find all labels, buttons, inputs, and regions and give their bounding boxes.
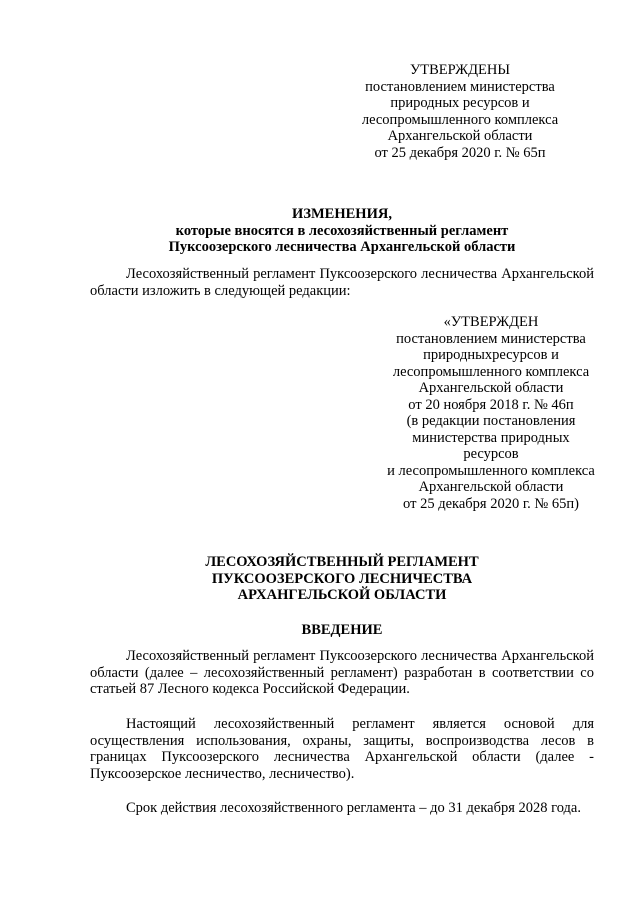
body-paragraph: Настоящий лесохозяйственный регламент является основой для осуществления использования, охраны, защиты, воспроизводства лесов в границах Пуксоозерского лесничества Архангельской области (далее - Пуксоозерское лесничество, лесничество). (90, 716, 594, 782)
approval-line: постановлением министерства (365, 78, 555, 95)
approval-line: министерства природных (412, 429, 570, 446)
title-line: ПУКСООЗЕРСКОГО ЛЕСНИЧЕСТВА (211, 570, 473, 587)
approval-line: постановлением министерства (396, 330, 586, 347)
approval-line: Архангельской области (418, 479, 564, 495)
approval-line: УТВЕРЖДЕНЫ (409, 62, 511, 78)
approval-stamp-new (360, 314, 622, 512)
approval-line: лесопромышленного комплекса (361, 111, 559, 128)
approval-line: Архангельской области (387, 128, 533, 144)
intro-paragraph: Лесохозяйственный регламент Пуксоозерского лесничества Архангельской области изложить в следующей редакции: (90, 266, 594, 299)
approval-stamp-top (340, 62, 580, 161)
approval-line: природных ресурсов и (390, 95, 530, 111)
changes-title (90, 206, 594, 256)
title-line: АРХАНГЕЛЬСКОЙ ОБЛАСТИ (237, 587, 447, 603)
approval-line: природныхресурсов и (423, 347, 559, 363)
approval-line: от 25 декабря 2020 г. № 65п (374, 144, 546, 161)
approval-line: и лесопромышленного комплекса (387, 462, 595, 479)
body-paragraph: Срок действия лесохозяйственного регламента – до 31 декабря 2028 года. (126, 800, 581, 816)
title-line: ЛЕСОХОЗЯЙСТВЕННЫЙ РЕГЛАМЕНТ (205, 554, 479, 570)
approval-line: от 25 декабря 2020 г. № 65п) (403, 495, 579, 512)
section-heading: ВВЕДЕНИЕ (301, 622, 383, 638)
title-line: Пуксоозерского лесничества Архангельской области (168, 239, 516, 255)
title-line: ИЗМЕНЕНИЯ, (292, 206, 392, 222)
title-line: которые вносятся в лесохозяйственный регламент (175, 222, 509, 239)
approval-line: лесопромышленного комплекса (392, 363, 590, 380)
approval-line: Архангельской области (418, 380, 564, 396)
approval-line: от 20 ноября 2018 г. № 46п (408, 396, 574, 413)
approval-line: «УТВЕРЖДЕН (443, 314, 539, 330)
approval-line: ресурсов (463, 446, 519, 462)
body-paragraph: Лесохозяйственный регламент Пуксоозерского лесничества Архангельской области (далее – лесохозяйственный регламент) разработан в соответствии со статьей 87 Лесного кодекса Российской Федерации. (90, 648, 594, 697)
regulation-title (90, 554, 594, 604)
approval-line: (в редакции постановления (406, 413, 576, 429)
